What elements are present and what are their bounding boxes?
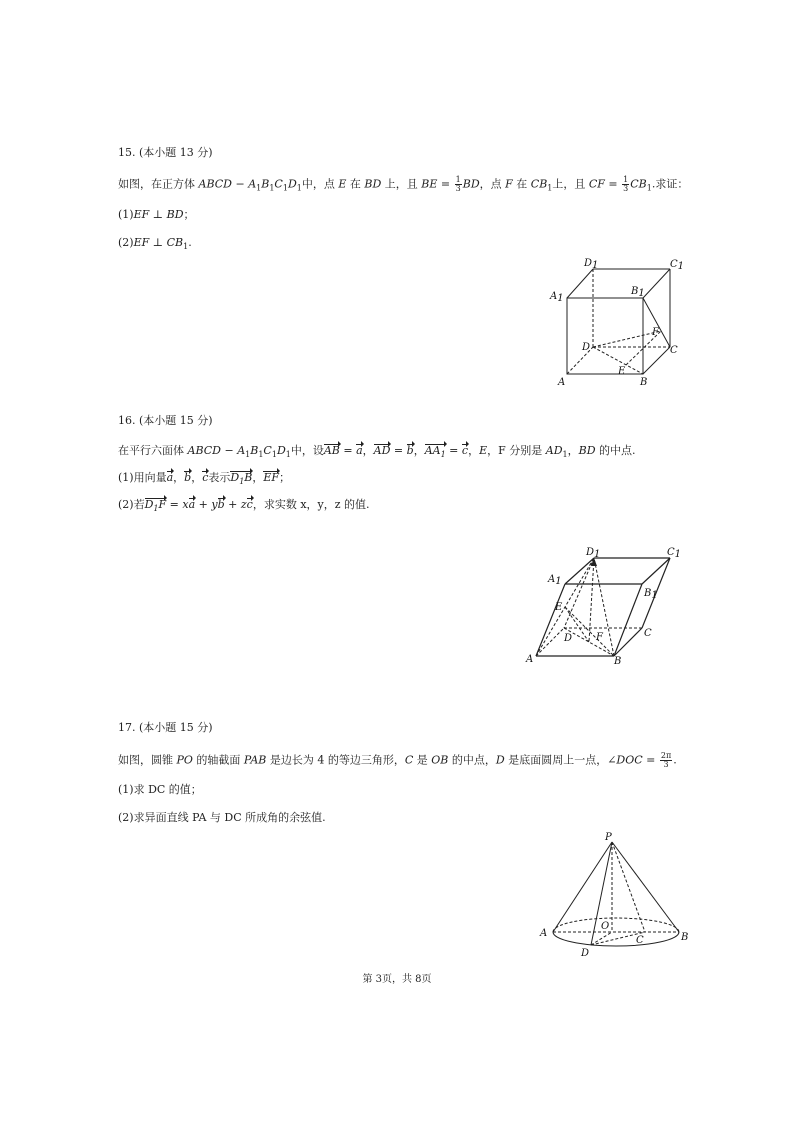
q16-title: 16. (本小题 15 分)	[118, 414, 213, 427]
label-C: C	[644, 628, 652, 639]
page-footer: 第 3页，共 8页	[362, 974, 432, 985]
label-P: P	[605, 832, 612, 843]
label-A1: A1	[548, 574, 562, 587]
q17-stem: 如图，圆锥 PO 的轴截面 PAB 是边长为 4 的等边三角形，C 是 OB 的中点，D 是底面圆周上一点，∠DOC = $\frac{2\pi}{3}$ .	[118, 751, 677, 769]
label-F: F	[596, 632, 603, 643]
label-D: D	[581, 948, 590, 959]
label-D: D	[582, 342, 591, 353]
label-A1: A1	[550, 291, 564, 304]
label-E: E	[618, 366, 626, 377]
q16-stem: 在平行六面体 ABCD − $A_1B_1C_1D_1$中，设AB = a，AD = b，$AA_1 = c$，E，F 分别是 $AD_1$，BD 的中点.	[118, 443, 636, 463]
q15-part1: (1)EF ⊥ BD；	[118, 208, 195, 221]
q15-stem: 如图，在正方体 ABCD − $A_1B_1C_1D_1$中，点 E 在 BD 上，且 BE = $\frac{1}{3}$ BD，点 F 在 $CB_1$上，且 CF = $\frac{1}{3}$ $CB_1$.求证：	[118, 175, 689, 193]
cone-figure	[535, 828, 690, 963]
label-A: A	[558, 377, 566, 388]
q15-title: 15. (本小题 13 分)	[118, 146, 213, 159]
label-C1: C1	[667, 547, 682, 560]
cube-figure	[540, 255, 690, 390]
q16-part1: (1)用向量a，b，c表示$D_1B$，EF；	[118, 470, 290, 490]
label-B: B	[681, 932, 689, 943]
q16-part2: (2)若$D_1F$ = xa + yb + zc，求实数 x，y，z 的值.	[118, 497, 370, 517]
q15-part2: (2)EF ⊥ $CB_1$.	[118, 236, 192, 252]
label-C1: C1	[670, 259, 685, 272]
label-B: B	[614, 656, 622, 667]
label-O: O	[601, 921, 610, 932]
q17-title: 17. (本小题 15 分)	[118, 721, 213, 734]
label-B1: B1	[644, 588, 658, 601]
label-A: A	[540, 928, 548, 939]
label-F: F	[652, 327, 659, 338]
q17-part2: (2)求异面直线 PA 与 DC 所成角的余弦值.	[118, 811, 326, 824]
label-B1: B1	[631, 286, 645, 299]
label-E: E	[555, 602, 563, 613]
label-D: D	[564, 633, 573, 644]
parallelepiped-figure	[520, 540, 695, 670]
q17-part1: (1)求 DC 的值；	[118, 783, 202, 796]
label-C: C	[636, 935, 644, 946]
label-B: B	[640, 377, 648, 388]
label-D1: D1	[584, 258, 599, 271]
label-C: C	[670, 345, 678, 356]
label-A: A	[526, 654, 534, 665]
label-D1: D1	[586, 547, 601, 560]
